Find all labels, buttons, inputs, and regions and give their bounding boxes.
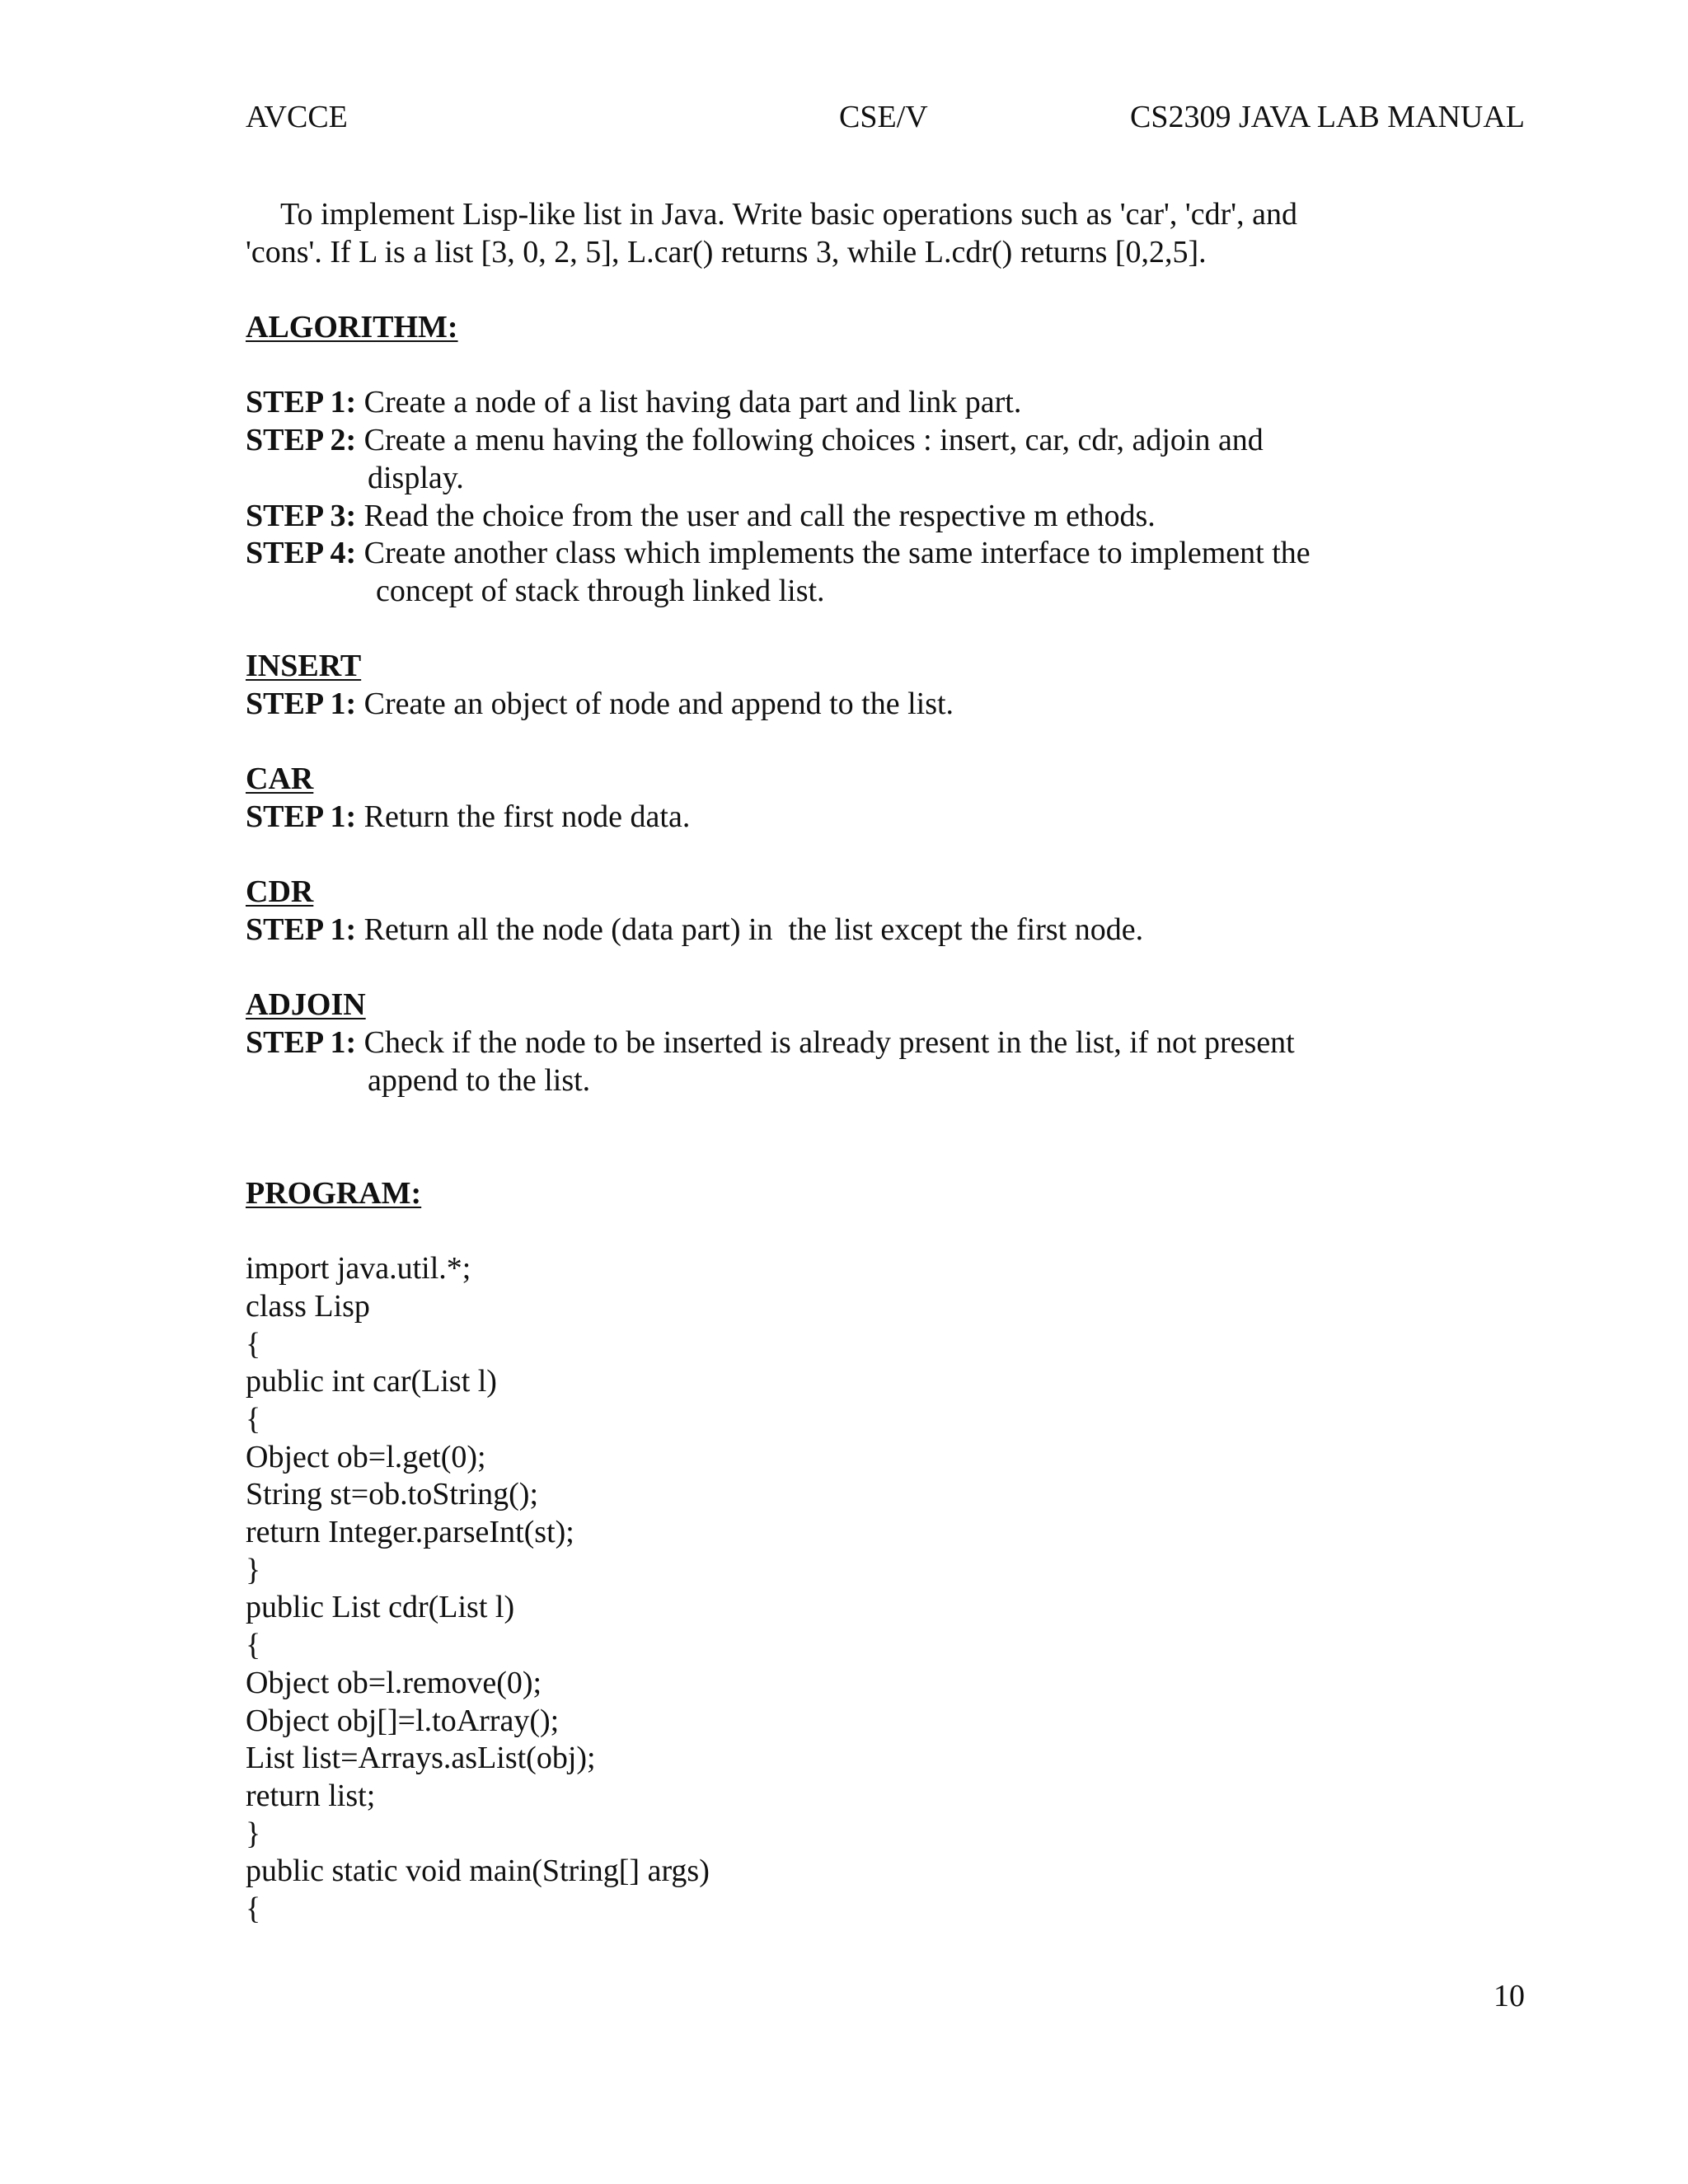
code-line: { <box>246 1628 261 1663</box>
adjoin-step-1 <box>246 1024 1531 1062</box>
code-line: { <box>246 1326 261 1361</box>
code-line: public static void main(String[] args) <box>246 1854 710 1889</box>
program-code <box>246 1250 1531 1928</box>
code-line: } <box>246 1816 261 1851</box>
step-text: Check if the node to be inserted is already present in the list, if not present <box>356 1025 1295 1061</box>
header-manual-title: CS2309 JAVA LAB MANUAL <box>1130 100 1525 134</box>
code-line: class Lisp <box>246 1288 370 1324</box>
code-line: return list; <box>246 1778 376 1813</box>
step-text: Create a node of a list having data part and link part. <box>356 385 1022 420</box>
code-line: public List cdr(List l) <box>246 1590 515 1625</box>
adjoin-heading: ADJOIN <box>246 987 366 1023</box>
aim-line-1: To implement Lisp-like list in Java. Write basic operations such as 'car', 'cdr', and <box>280 197 1297 232</box>
step-label: STEP 1: <box>246 799 357 834</box>
program-heading: PROGRAM: <box>246 1175 422 1211</box>
algorithm-step-4 <box>246 535 1531 573</box>
code-line: public int car(List l) <box>246 1364 497 1399</box>
aim-line-2: 'cons'. If L is a list [3, 0, 2, 5], L.car() returns 3, while L.cdr() returns [0,2,5]. <box>246 234 1207 269</box>
insert-step-1 <box>246 686 1531 724</box>
cdr-heading: CDR <box>246 874 314 910</box>
adjoin-step-1-continuation: append to the list. <box>368 1062 591 1098</box>
step-text: Return all the node (data part) in the list except the first node. <box>356 912 1144 948</box>
page-content <box>246 196 1531 1929</box>
cdr-step-1 <box>246 912 1531 949</box>
step-text: Create another class which implements the same interface to implement the <box>356 536 1311 571</box>
algorithm-step-2-continuation: display. <box>368 460 464 495</box>
step-text: Create a menu having the following choices : insert, car, cdr, adjoin and <box>356 423 1264 458</box>
code-line: import java.util.*; <box>246 1251 471 1286</box>
car-heading: CAR <box>246 762 314 797</box>
step-label: STEP 1: <box>246 686 357 721</box>
code-line: } <box>246 1552 261 1587</box>
car-step-1 <box>246 799 1531 837</box>
step-text: Read the choice from the user and call the respective m ethods. <box>356 498 1156 533</box>
code-line: { <box>246 1891 261 1926</box>
code-line: return Integer.parseInt(st); <box>246 1515 574 1550</box>
step-label: STEP 1: <box>246 1025 357 1061</box>
step-label: STEP 1: <box>246 385 357 420</box>
algorithm-heading: ALGORITHM: <box>246 310 458 345</box>
code-line: String st=ob.toString(); <box>246 1477 539 1512</box>
code-line: Object ob=l.remove(0); <box>246 1665 542 1700</box>
code-line: List list=Arrays.asList(obj); <box>246 1741 596 1776</box>
algorithm-step-2 <box>246 422 1531 460</box>
step-label: STEP 2: <box>246 423 357 458</box>
step-label: STEP 3: <box>246 498 357 533</box>
code-line: { <box>246 1402 261 1437</box>
code-line: Object ob=l.get(0); <box>246 1439 486 1474</box>
algorithm-step-3 <box>246 498 1531 536</box>
algorithm-step-1 <box>246 384 1531 422</box>
page-number: 10 <box>1493 1979 1525 2013</box>
step-label: STEP 4: <box>246 536 357 571</box>
header-institution: AVCCE <box>246 100 348 134</box>
insert-heading: INSERT <box>246 649 362 684</box>
header-department: CSE/V <box>839 100 928 134</box>
page-header <box>246 99 1525 140</box>
step-label: STEP 1: <box>246 912 357 948</box>
algorithm-step-4-continuation: concept of stack through linked list. <box>376 573 825 608</box>
code-line: Object obj[]=l.toArray(); <box>246 1703 560 1738</box>
step-text: Return the first node data. <box>356 799 691 834</box>
step-text: Create an object of node and append to the list. <box>356 686 954 721</box>
